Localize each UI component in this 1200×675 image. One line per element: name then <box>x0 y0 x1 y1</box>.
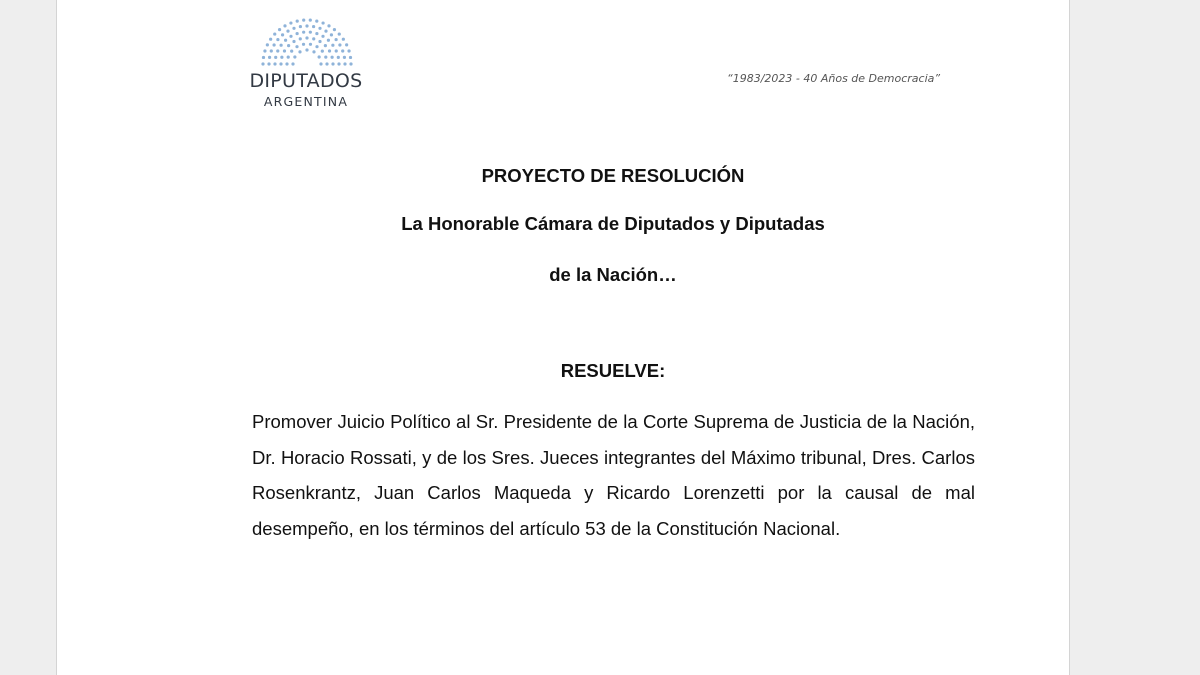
hemicycle-dot <box>338 32 341 35</box>
hemicycle-dot <box>287 44 290 47</box>
hemicycle-dot <box>324 56 327 59</box>
hemicycle-dot <box>295 45 298 48</box>
hemicycle-dot <box>312 37 315 40</box>
hemicycle-dot <box>341 49 344 52</box>
hemicycle-dot <box>283 24 286 27</box>
document-title: PROYECTO DE RESOLUCIÓN <box>481 165 745 186</box>
hemicycle-dot <box>273 32 276 35</box>
hemicycle-dot <box>267 62 270 65</box>
hemicycle-dot <box>276 38 279 41</box>
hemicycle-dot <box>276 49 279 52</box>
resolves-heading: RESUELVE: <box>560 360 666 381</box>
hemicycle-dot <box>335 49 338 52</box>
hemicycle-dot <box>280 44 283 47</box>
hemicycle-dot <box>349 62 352 65</box>
hemicycle-dot <box>309 19 312 22</box>
hemicycle-dot <box>280 56 283 59</box>
hemicycle-dot <box>273 62 276 65</box>
hemicycle-dot <box>261 62 264 65</box>
hemicycle-dot <box>292 40 295 43</box>
hemicycle-dot <box>349 56 352 59</box>
hemicycle-dot <box>347 49 350 52</box>
hemicycle-dot <box>296 20 299 23</box>
hemicycle-dot <box>309 31 312 34</box>
hemicycle-dot <box>324 44 327 47</box>
hemicycle-dot <box>343 62 346 65</box>
hemicycle-dot <box>279 62 282 65</box>
hemicycle-dot <box>298 50 301 53</box>
hemicycle-dot <box>272 43 275 46</box>
anniversary-motto: “1983/2023 - 40 Años de Democracia” <box>727 72 941 85</box>
hemicycle-dot <box>262 56 265 59</box>
hemicycle-dot <box>302 31 305 34</box>
chamber-line-1: La Honorable Cámara de Diputados y Diputadas <box>401 213 825 234</box>
hemicycle-dot <box>331 62 334 65</box>
hemicycle-dot <box>299 25 302 28</box>
hemicycle-dot <box>343 56 346 59</box>
hemicycle-dot <box>305 24 308 27</box>
hemicycle-dot <box>315 45 318 48</box>
hemicycle-dot <box>284 39 287 42</box>
hemicycle-dot <box>318 27 321 30</box>
hemicycle-dot <box>318 40 321 43</box>
hemicycle-dot <box>299 37 302 40</box>
hemicycle-dot <box>305 48 308 51</box>
hemicycle-dot <box>324 29 327 32</box>
hemicycle-dot <box>283 49 286 52</box>
logo-subtitle: ARGENTINA <box>263 94 349 109</box>
hemicycle-dot <box>327 39 330 42</box>
hemicycle-dot <box>331 44 334 47</box>
hemicycle-dot <box>296 32 299 35</box>
hemicycle-dot <box>337 62 340 65</box>
hemicycle-dot <box>289 35 292 38</box>
hemicycle-dot <box>315 20 318 23</box>
hemicycle-dot <box>302 19 305 22</box>
hemicycle-dot <box>328 49 331 52</box>
hemicycle-dot <box>345 43 348 46</box>
hemicycle-dot <box>309 43 312 46</box>
hemicycle-dot <box>270 49 273 52</box>
hemicycle-dot <box>293 55 296 58</box>
hemicycle-dot <box>321 50 324 53</box>
hemicycle-dot <box>321 35 324 38</box>
hemicycle-dot <box>274 56 277 59</box>
logo-title: DIPUTADOS <box>249 70 363 92</box>
hemicycle-dot <box>318 55 321 58</box>
hemicycle-dot <box>268 56 271 59</box>
hemicycle-dot <box>289 21 292 24</box>
hemicycle-dot <box>342 38 345 41</box>
resolution-body: Promover Juicio Político al Sr. Presidente de la Corte Suprema de Justicia de la Nación, Dr. Horacio Rossati, y de los Sres. Jueces integrantes del Máximo tribunal, Dres. Carlos Rosenkrantz, Juan Carlos Maqueda y Ricardo Lorenzetti por la causal de mal desempeño, en los términos del artículo 53 de la Constitución Nacional. <box>252 411 975 539</box>
hemicycle-dot <box>286 29 289 32</box>
hemicycle-dot <box>312 50 315 53</box>
hemicycle-dot <box>263 49 266 52</box>
hemicycle-dot <box>266 43 269 46</box>
hemicycle-dot <box>315 32 318 35</box>
hemicycle-dot <box>287 56 290 59</box>
hemicycle-dot <box>278 28 281 31</box>
hemicycle-dot <box>285 62 288 65</box>
hemicycle-dot <box>290 50 293 53</box>
hemicycle-dot <box>292 27 295 30</box>
hemicycle-dot <box>338 43 341 46</box>
hemicycle-dot <box>321 21 324 24</box>
hemicycle-dot <box>327 24 330 27</box>
hemicycle-dot <box>291 62 294 65</box>
diputados-logo <box>247 18 365 110</box>
hemicycle-dot <box>331 56 334 59</box>
hemicycle-dot <box>312 25 315 28</box>
hemicycle-dot <box>302 43 305 46</box>
hemicycle-dot <box>281 33 284 36</box>
hemicycle-dot <box>330 33 333 36</box>
hemicycle-dot <box>325 62 328 65</box>
congress-hemicycle-icon <box>261 18 353 66</box>
hemicycle-dot <box>337 56 340 59</box>
hemicycle-dot <box>319 62 322 65</box>
hemicycle-dot <box>333 28 336 31</box>
hemicycle-dot <box>335 38 338 41</box>
hemicycle-dot <box>305 36 308 39</box>
document-page <box>56 0 1070 675</box>
chamber-line-2: de la Nación… <box>549 264 677 285</box>
hemicycle-dot <box>269 38 272 41</box>
